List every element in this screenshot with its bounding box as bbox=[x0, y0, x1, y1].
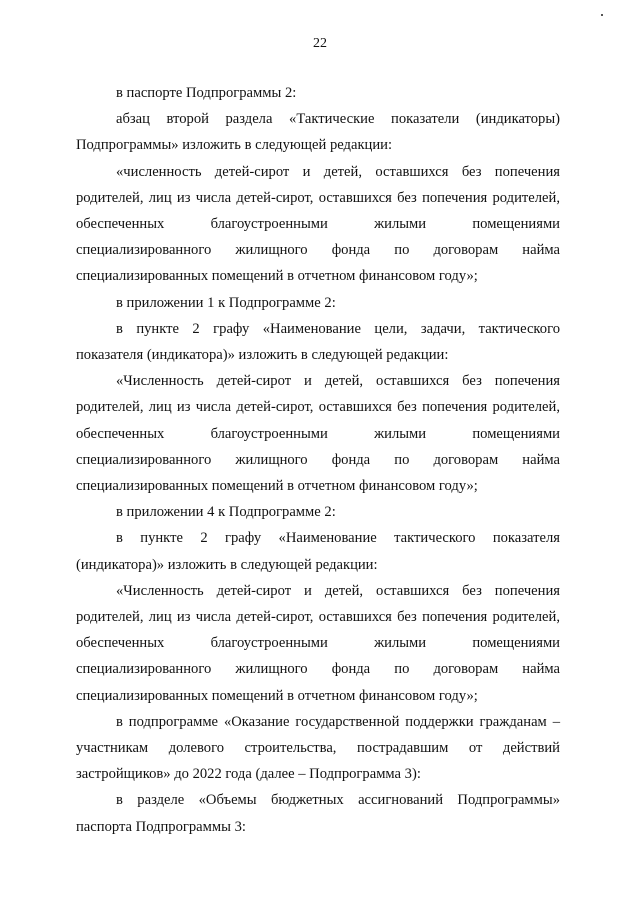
paragraph: в пункте 2 графу «Наименование тактического показателя (индикатора)» изложить в следующей редакции: bbox=[76, 530, 560, 573]
paragraph: в паспорте Подпрограммы 2: bbox=[116, 85, 297, 101]
page-number: 22 bbox=[313, 36, 327, 51]
paragraph: в разделе «Объемы бюджетных ассигнований Подпрограммы» паспорта Подпрограммы 3: bbox=[76, 792, 560, 835]
paragraph: в пункте 2 графу «Наименование цели, задачи, тактического показателя (индикатора)» изложить в следующей редакции: bbox=[76, 320, 560, 364]
paragraph: абзац второй раздела «Тактические показатели (индикаторы) Подпрограммы» изложить в следующей редакции: bbox=[76, 111, 560, 154]
paragraph: «Численность детей-сирот и детей, оставшихся без попечения родителей, лиц из числа детей-сирот, оставшихся без попечения родителей, обеспеченных благоустроенными жилыми помещениями специализированного жилищного фонда по договорам найма специализированных помещений в отчетном финансовом году»; bbox=[76, 373, 560, 495]
paragraph: в приложении 4 к Подпрограмме 2: bbox=[116, 504, 336, 521]
paragraph: в приложении 1 к Подпрограмме 2: bbox=[116, 294, 336, 311]
paragraph: «Численность детей-сирот и детей, оставшихся без попечения родителей, лиц из числа детей-сирот, оставшихся без попечения родителей, обеспеченных благоустроенными жилыми помещениями специализированного жилищного фонда по договорам найма специализированных помещений в отчетном финансовом году»; bbox=[76, 582, 560, 704]
scan-mark bbox=[601, 14, 603, 16]
paragraph: в подпрограмме «Оказание государственной поддержки гражданам – участникам долевого строительства, пострадавшим от действий застройщиков» до 2022 года (далее – Подпрограмма 3): bbox=[76, 713, 560, 783]
paragraph: «численность детей-сирот и детей, оставшихся без попечения родителей, лиц из числа детей-сирот, оставшихся без попечения родителей, обеспеченных благоустроенными жилыми помещениями специализированного жилищного фонда по договорам найма специализированных помещений в отчетном финансовом году»; bbox=[76, 163, 560, 285]
document-body bbox=[76, 80, 560, 840]
